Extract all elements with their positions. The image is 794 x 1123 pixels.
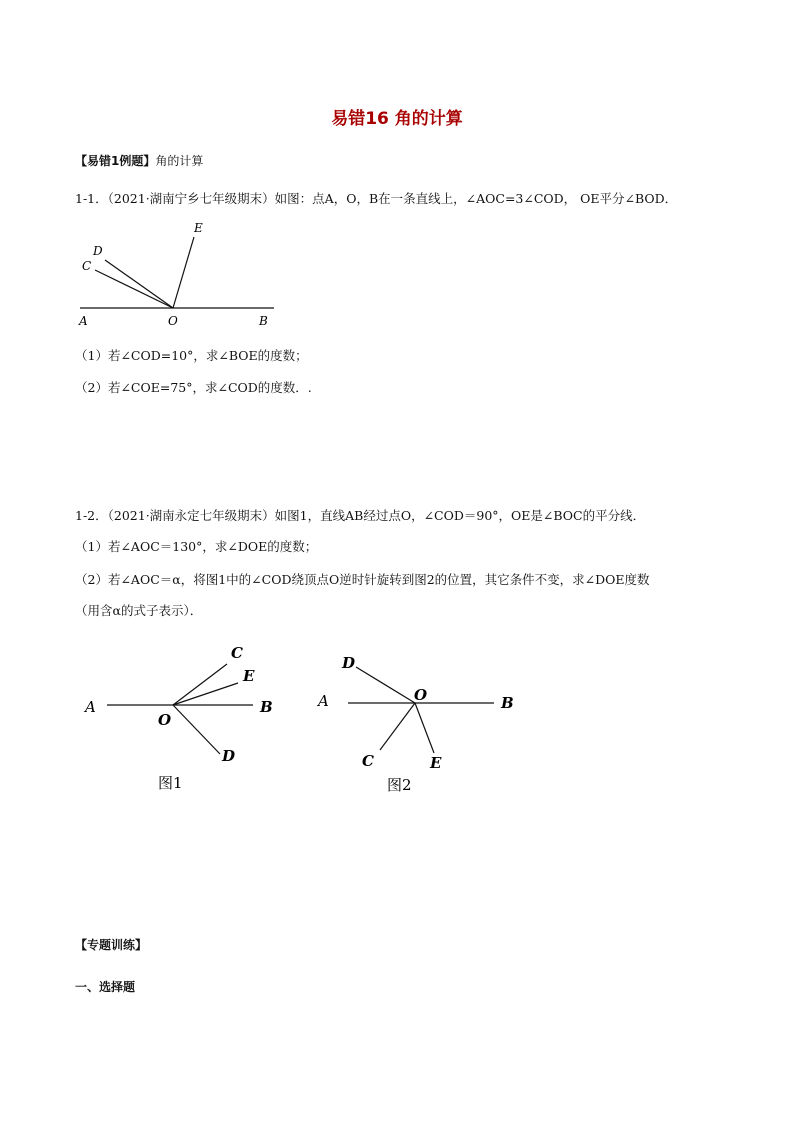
ray-oc (95, 270, 173, 308)
label-e: E (194, 221, 203, 235)
ray-od (173, 705, 220, 754)
ray-oe (173, 683, 238, 705)
example-topic: 角的计算 (155, 154, 204, 168)
figure-1-2-fig2 (315, 640, 535, 810)
problem-1-2-stem: 1-2．（2021·湖南永定七年级期末）如图1，直线AB经过点O，∠COD＝90°，OE是∠BOC的平分线． (75, 508, 646, 523)
label-o: O (158, 711, 172, 729)
problem-1-2-q2-cont: （用含α的式子表示）． (75, 603, 203, 618)
label-e: E (430, 754, 442, 772)
label-o: O (414, 686, 428, 704)
label-a: A (79, 314, 88, 328)
problem-1-1-stem: 1-1．（2021·湖南宁乡七年级期末）如图：点A，O，B在一条直线上，∠AOC=3∠COD， OE平分∠BOD． (75, 191, 678, 206)
figure-caption-1: 图1 (158, 774, 183, 792)
label-d: D (222, 747, 236, 765)
ray-oe (173, 237, 194, 308)
label-c: C (231, 644, 243, 662)
page-title: 易错16 角的计算 (331, 109, 463, 129)
label-a: A (85, 698, 96, 716)
label-o: O (168, 314, 178, 328)
figure-1-1 (75, 215, 295, 335)
ray-od (105, 260, 173, 308)
label-a: A (318, 692, 329, 710)
figure-caption-2: 图2 (387, 776, 412, 794)
problem-1-1-q2: （2）若∠COE=75°，求∠COD的度数．. (75, 380, 312, 395)
example-heading (75, 152, 203, 169)
label-c: C (362, 752, 374, 770)
label-b: B (501, 694, 514, 712)
ray-oc (380, 703, 415, 750)
training-heading: 【专题训练】 (75, 938, 148, 952)
problem-1-2-q1: （1）若∠AOC＝130°，求∠DOE的度数； (75, 539, 318, 554)
label-d: D (342, 654, 356, 672)
choice-heading: 一、选择题 (75, 980, 136, 994)
label-d: D (93, 244, 103, 258)
ray-oe (415, 703, 434, 753)
label-b: B (259, 314, 268, 328)
label-c: C (82, 259, 92, 273)
ray-od (356, 667, 415, 703)
example-tag: 【易错1例题】 (75, 154, 156, 168)
label-e: E (243, 667, 255, 685)
problem-1-1-q1: （1）若∠COD=10°，求∠BOE的度数； (75, 348, 308, 363)
label-b: B (260, 698, 273, 716)
figure-1-2-fig1 (80, 640, 300, 810)
ray-oc (173, 664, 227, 705)
problem-1-2-q2: （2）若∠AOC＝α，将图1中的∠COD绕顶点O逆时针旋转到图2的位置，其它条件不变，求∠DOE度数 (75, 572, 650, 587)
